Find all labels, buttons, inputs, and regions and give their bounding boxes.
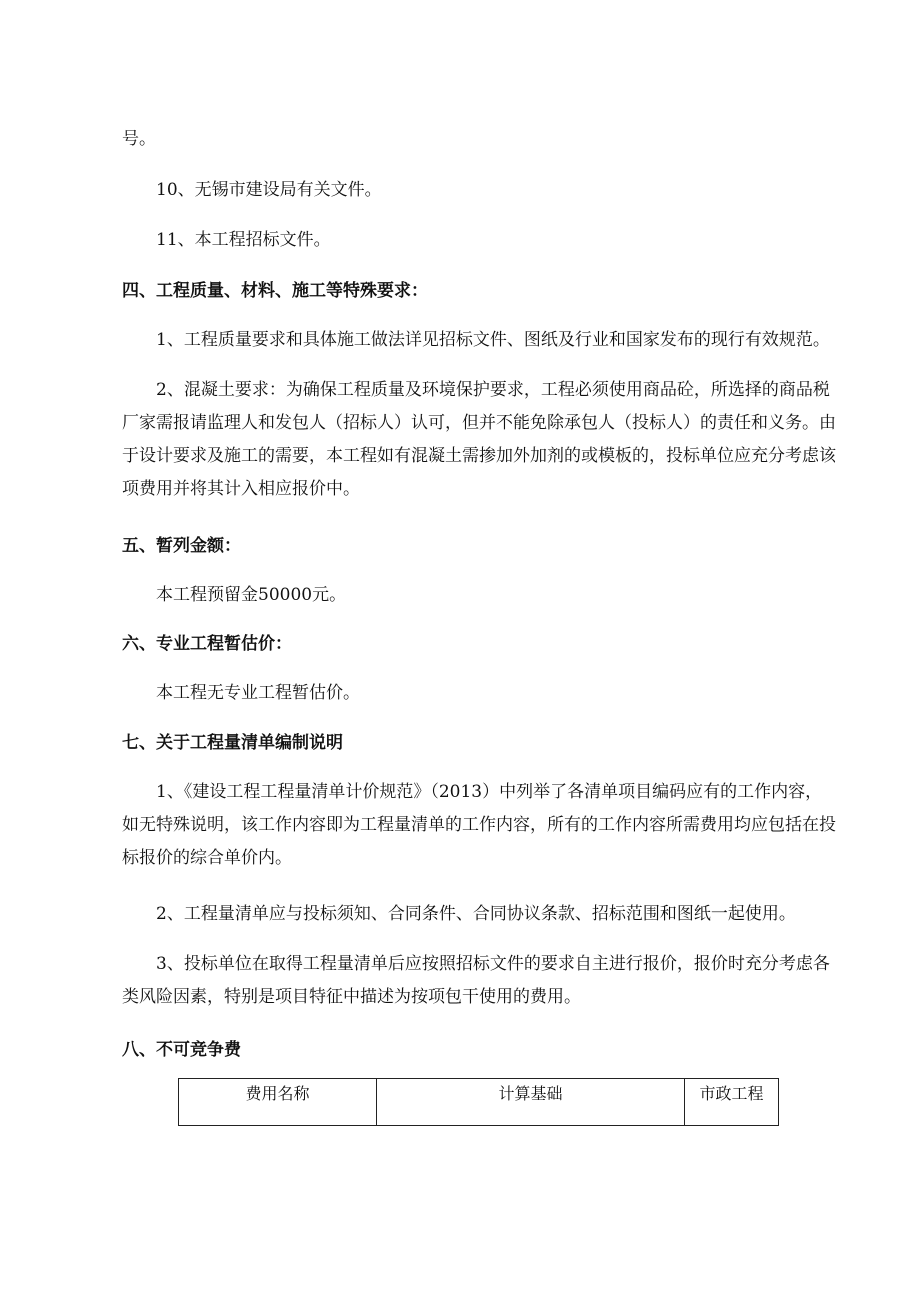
- list-item-11: 11、本工程招标文件。: [156, 230, 331, 250]
- list-item-10: 10、无锡市建设局有关文件。: [156, 180, 382, 200]
- header-cell-fee-name: 费用名称: [179, 1079, 377, 1126]
- section-7-heading: 七、关于工程量清单编制说明: [122, 733, 343, 753]
- section-7-paragraph-1: 1、《建设工程工程量清单计价规范》（2013）中列举了各清单项目编码应有的工作内容，如无特殊说明，该工作内容即为工程量清单的工作内容，所有的工作内容所需费用均应包括在投标报价的综合单价内。: [122, 782, 836, 868]
- section-7-paragraph-2: 2、工程量清单应与投标须知、合同条件、合同协议条款、招标范围和图纸一起使用。: [156, 904, 796, 924]
- section-8-heading: 八、不可竞争费: [122, 1040, 241, 1060]
- section-5-paragraph: 本工程预留金50000元。: [156, 585, 347, 605]
- header-cell-municipal: 市政工程: [685, 1079, 779, 1126]
- section-5-heading: 五、暂列金额：: [122, 536, 241, 556]
- section-6-heading: 六、专业工程暂估价：: [122, 634, 292, 654]
- fee-table: [178, 1078, 779, 1126]
- section-4-paragraph-1: 1、工程质量要求和具体施工做法详见招标文件、图纸及行业和国家发布的现行有效规范。: [156, 330, 830, 350]
- header-cell-basis: 计算基础: [377, 1079, 685, 1126]
- section-6-paragraph: 本工程无专业工程暂估价。: [156, 683, 360, 703]
- section-4-paragraph-2: 2、混凝土要求：为确保工程质量及环境保护要求，工程必须使用商品砼，所选择的商品税厂家需报请监理人和发包人（招标人）认可，但并不能免除承包人（投标人）的责任和义务。由于设计要求及施工的需要，本工程如有混凝土需掺加外加剂的或模板的，投标单位应充分考虑该项费用并将其计入相应报价中。: [122, 380, 836, 499]
- continued-text: 号。: [122, 129, 156, 149]
- section-7-paragraph-3: 3、投标单位在取得工程量清单后应按照招标文件的要求自主进行报价，报价时充分考虑各类风险因素，特别是项目特征中描述为按项包干使用的费用。: [122, 954, 830, 1007]
- section-4-heading: 四、工程质量、材料、施工等特殊要求：: [122, 281, 428, 301]
- table-header-row: [179, 1079, 779, 1126]
